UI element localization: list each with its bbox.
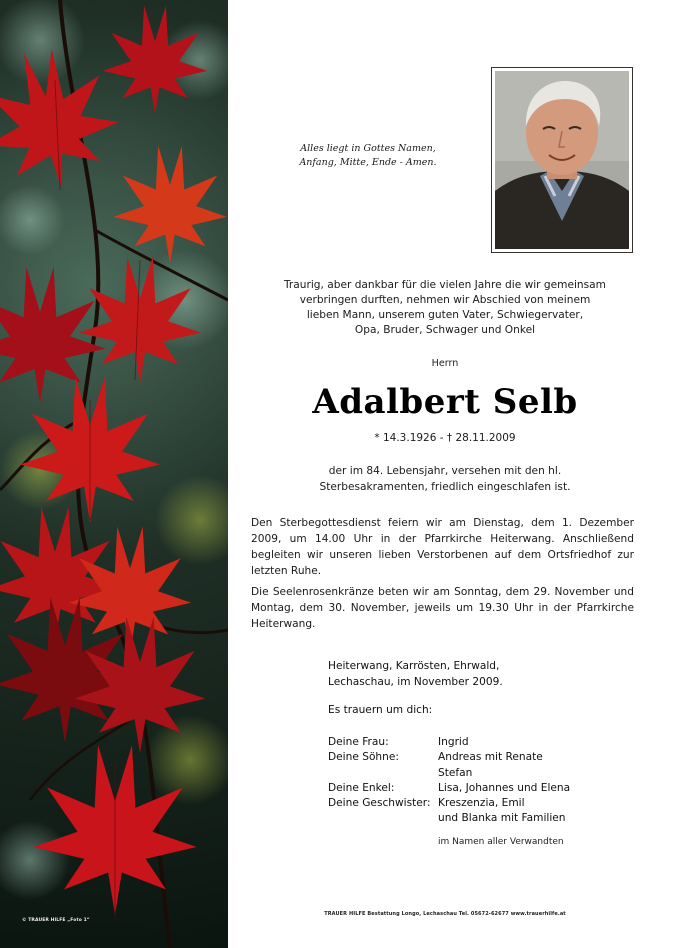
intro-line-3: lieben Mann, unserem guten Vater, Schwiegervater, — [306, 309, 584, 321]
maple-leaf-illustration — [0, 0, 228, 948]
family-row-siblings — [328, 796, 638, 811]
motto-line-1: Alles liegt in Gottes Namen, — [300, 143, 436, 154]
rosary-paragraph: Die Seelenrosenkränze beten wir am Sonntag, dem 29. November und Montag, dem 30. November, jeweils um 19.30 Uhr in der Pfarrkirche Heiterwang. — [251, 586, 634, 630]
funeral-paragraph: Den Sterbegottesdienst feiern wir am Dienstag, dem 1. Dezember 2009, um 14.00 Uhr in der Pfarrkirche Heiterwang. Anschließend begleiten wir unseren lieben Verstorbenen auf dem Ortsfriedhof zur letzten Ruhe. — [251, 517, 634, 577]
family-names: Ingrid — [438, 736, 469, 748]
life-dates: * 14.3.1926 - † 28.11.2009 — [374, 432, 516, 444]
family-names: Stefan — [438, 766, 473, 779]
passing-text — [258, 463, 632, 495]
family-names: Andreas mit Renate — [438, 751, 543, 764]
family-row-grandchildren — [328, 781, 638, 796]
family-row-sons — [328, 750, 638, 765]
intro-line-1: Traurig, aber dankbar für die vielen Jahre die wir gemeinsam — [284, 279, 606, 291]
family-label: Deine Enkel: — [328, 781, 395, 794]
passing-line-2: Sterbesakramenten, friedlich eingeschlafen ist. — [319, 481, 571, 493]
passing-line-1: der im 84. Lebensjahr, versehen mit den hl. — [328, 465, 562, 477]
family-row-wife — [328, 735, 638, 750]
place-line-2: Lechaschau, im November 2009. — [328, 676, 503, 688]
motto — [268, 142, 468, 170]
mourners-heading: Es trauern um dich: — [328, 704, 433, 716]
imprint: TRAUER HILFE Bestattung Longo, Lechaschau Tel. 05672-62677 www.trauerhilfe.at — [324, 911, 566, 917]
intro-line-4: Opa, Bruder, Schwager und Onkel — [354, 324, 536, 336]
family-footer: im Namen aller Verwandten — [438, 837, 564, 847]
intro-line-2: verbringen durften, nehmen wir Abschied von meinem — [299, 294, 591, 306]
place-line-1: Heiterwang, Karrösten, Ehrwald, — [328, 660, 500, 672]
family-label: Deine Frau: — [328, 736, 389, 748]
portrait-illustration — [495, 71, 629, 249]
intro-text — [258, 278, 632, 338]
family-row-siblings-2 — [328, 811, 638, 826]
maple-leaf-photo — [0, 0, 228, 948]
family-label: Deine Söhne: — [328, 751, 399, 764]
photo-credit: © TRAUER HILFE „Foto 1“ — [22, 918, 90, 923]
family-label: Deine Geschwister: — [328, 797, 431, 810]
family-names: Kreszenzia, Emil — [438, 797, 525, 810]
family-names: Lisa, Johannes und Elena — [438, 781, 571, 794]
portrait-photo — [491, 67, 633, 253]
salutation: Herrn — [431, 358, 459, 369]
family-row-sons-2 — [328, 766, 638, 781]
family-names: und Blanka mit Familien — [438, 812, 566, 825]
family-list — [328, 735, 638, 827]
place-date — [328, 658, 503, 690]
deceased-name: Adalbert Selb — [312, 382, 578, 422]
motto-line-2: Anfang, Mitte, Ende - Amen. — [299, 157, 437, 168]
